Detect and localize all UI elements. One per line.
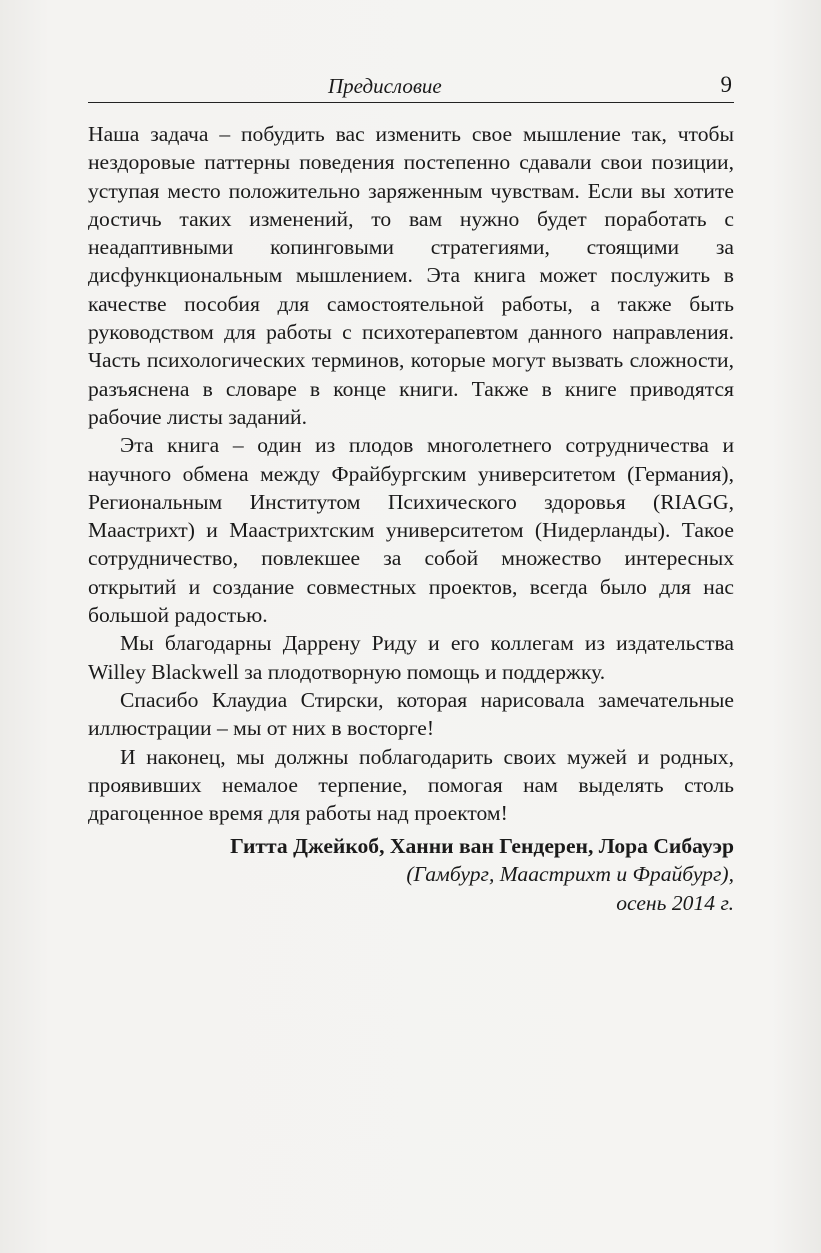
paragraph: Наша задача – побудить вас изменить свое мышление так, чтобы нездоровые паттерны поведения постепенно сдавали свои позиции, уступая место положительно заряженным чувствам. Если вы хотите достичь таких изменений, то вам нужно будет поработать с неадаптивными копинговыми стратегиями, стоящими за дисфункциональным мышлением. Эта книга может послужить в качестве пособия для самостоятельной работы, а также быть руководством для работы с психотерапевтом данного направления. Часть психологических терминов, которые могут вызвать сложности, разъяснена в словаре в конце книги. Также в книге приводятся рабочие листы заданий. xyxy=(88,122,734,429)
running-header xyxy=(88,68,734,103)
paragraph: Спасибо Клаудиа Стирски, которая нарисовала замечательные иллюстрации – мы от них в восторге! xyxy=(88,687,734,741)
body-text xyxy=(88,120,734,827)
signature-cities: (Гамбург, Маастрихт и Фрайбург), xyxy=(406,862,734,887)
paragraph: Эта книга – один из плодов многолетнего сотрудничества и научного обмена между Фрайбургским университетом (Германия), Региональным Институтом Психического здоровья (RIAGG, Маастрихт) и Маастрихтским университетом (Нидерланды). Такое сотрудничество, повлекшее за собой множество интересных открытий и создание совместных проектов, всегда было для нас большой радостью. xyxy=(88,433,734,628)
chapter-title: Предисловие xyxy=(328,74,442,98)
signature-authors: Гитта Джейкоб, Ханни ван Гендерен, Лора Сибауэр xyxy=(230,834,734,858)
paragraph: И наконец, мы должны поблагодарить своих мужей и родных, проявивших немалое терпение, помогая нам выделять столь драгоценное время для работы над проектом! xyxy=(88,744,734,826)
page-number: 9 xyxy=(720,72,732,97)
signature-block xyxy=(88,832,734,917)
signature-date: осень 2014 г. xyxy=(616,890,734,915)
paragraph: Мы благодарны Даррену Риду и его коллегам из издательства Willey Blackwell за плодотворную помощь и поддержку. xyxy=(88,631,734,684)
